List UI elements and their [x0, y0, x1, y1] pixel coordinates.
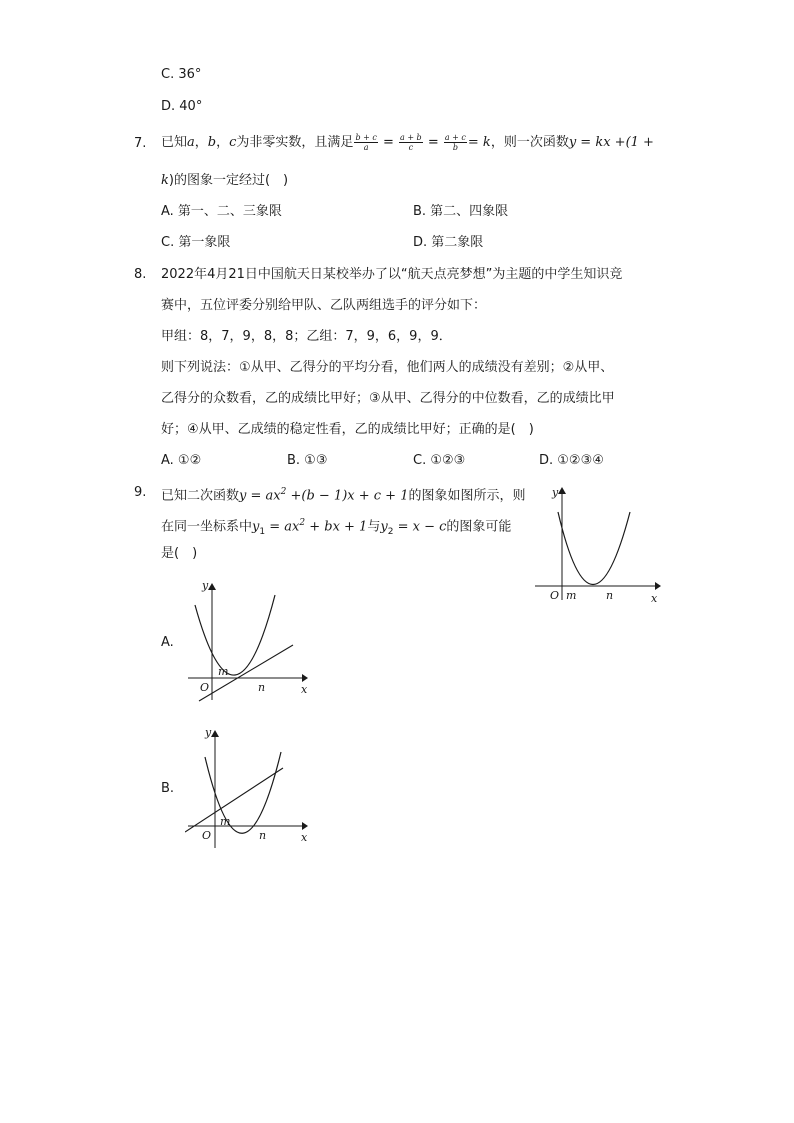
svg-text:y: y	[202, 579, 209, 592]
svg-text:n: n	[258, 681, 266, 694]
q7-option-a: A. 第一、二、三象限	[161, 204, 282, 219]
q8-stem-line3: 甲组：8，7，9，8，8；乙组：7，9，6，9，9．	[161, 329, 452, 344]
q7-option-c: C. 第一象限	[161, 235, 231, 250]
q6-option-d: D. 40°	[161, 99, 203, 114]
svg-text:O: O	[200, 681, 210, 694]
fraction-1: $\frac{b + c}{a}$	[355, 133, 377, 152]
q7-stem-line1: 已知a，b，c为非零实数，且满足 $\frac{b + c}{a}$ = $\frac{a + b}{c}$ = $\frac{a + c}{b}$ = k，则一次函数y = kx +(1 +	[161, 133, 654, 152]
q9-number: 9.	[134, 485, 147, 500]
n-label: n	[606, 589, 614, 602]
q7-option-d: D. 第二象限	[413, 235, 484, 250]
svg-text:x: x	[301, 831, 308, 844]
q8-number: 8.	[134, 267, 147, 282]
fraction-3: $\frac{a + c}{b}$	[444, 133, 466, 152]
q8-stem-line5: 乙得分的众数看，乙的成绩比甲好；③从甲、乙得分的中位数看，乙的成绩比甲	[161, 391, 615, 406]
q9-option-b-label: B.	[161, 781, 175, 796]
q8-option-a: A. ①②	[161, 453, 202, 468]
q7-option-b: B. 第二、四象限	[413, 204, 509, 219]
q8-option-c: C. ①②③	[413, 453, 466, 468]
q9-stem-line3: 是( )	[161, 546, 198, 561]
q8-stem-line4: 则下列说法：①从甲、乙得分的平均分看，他们两人的成绩没有差别；②从甲、	[161, 360, 614, 375]
svg-text:y: y	[205, 726, 212, 739]
q9-stem-line2: 在同一坐标系中$y_1 = ax^2$ + bx + 1与$y_2 = x - c$的图象可能	[161, 518, 512, 537]
svg-text:O: O	[202, 829, 212, 842]
q8-stem-line2: 赛中，五位评委分别给甲队、乙队两组选手的评分如下：	[161, 298, 487, 313]
q7-number: 7.	[134, 136, 147, 151]
q8-option-d: D. ①②③④	[539, 453, 604, 468]
origin-label: O	[550, 589, 560, 602]
q9-given-graph	[530, 482, 665, 607]
q9-option-a-graph	[185, 575, 310, 705]
q9-option-b-graph	[185, 722, 310, 850]
m-label: m	[566, 589, 577, 602]
q6-option-c: C. 36°	[161, 67, 202, 82]
q9-stem-line1: 已知二次函数$y = ax^2 +(b - 1)x + c + 1$的图象如图所示，则	[161, 487, 526, 504]
svg-text:n: n	[259, 829, 267, 842]
q7-stem-line2: k)的图象一定经过( )	[161, 173, 289, 188]
x-axis-label: x	[651, 592, 658, 605]
svg-text:m: m	[220, 815, 231, 828]
q9-option-a-label: A.	[161, 635, 174, 650]
q8-stem-line1: 2022年4月21日中国航天日某校举办了以“航天点亮梦想”为主题的中学生知识竞	[161, 267, 623, 282]
fraction-2: $\frac{a + b}{c}$	[400, 133, 422, 152]
q8-option-b: B. ①③	[287, 453, 328, 468]
q8-stem-line6: 好；④从甲、乙成绩的稳定性看，乙的成绩比甲好；正确的是( )	[161, 422, 534, 437]
y-axis-label: y	[552, 486, 559, 499]
svg-text:m: m	[218, 665, 229, 678]
svg-text:x: x	[301, 683, 308, 696]
